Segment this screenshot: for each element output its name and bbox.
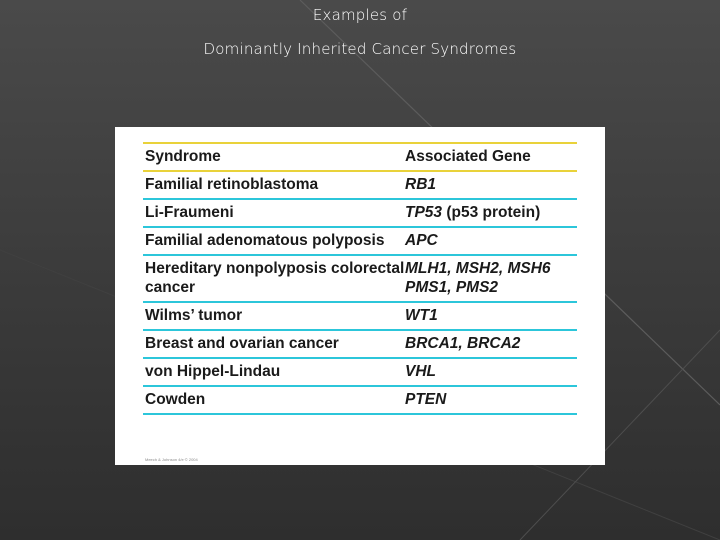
syndrome-cell: Breast and ovarian cancer	[145, 335, 339, 352]
header-associated-gene: Associated Gene	[405, 148, 531, 165]
gene-cell: RB1	[405, 176, 437, 193]
header-syndrome: Syndrome	[145, 148, 221, 165]
gene-cell: BRCA1, BRCA2	[405, 335, 521, 352]
gene-cell: MLH1, MSH2, MSH6 PMS1, PMS2	[405, 260, 551, 296]
syndrome-cell: Li-Fraumeni	[145, 204, 234, 221]
table-panel	[115, 127, 605, 465]
image-credit: Meech & Johnson 4/e © 2004	[145, 457, 198, 462]
gene-cell	[405, 200, 577, 226]
syndrome-cell: Wilms’ tumor	[145, 307, 243, 324]
syndrome-cell: Familial adenomatous polyposis	[145, 232, 385, 249]
table-header-row	[143, 142, 577, 172]
table-row	[143, 331, 577, 359]
syndrome-cell: Familial retinoblastoma	[145, 176, 319, 193]
slide-title-line-1: Examples of	[312, 6, 408, 24]
gene-cell: WT1	[405, 307, 438, 324]
syndrome-cell: Hereditary nonpolyposis colorectal cancer	[145, 260, 405, 296]
gene-cell: PTEN	[405, 391, 447, 408]
table-row	[143, 387, 577, 415]
gene-cell: APC	[405, 232, 438, 249]
table-row	[143, 172, 577, 200]
syndrome-cell: von Hippel-Lindau	[145, 363, 281, 380]
table-row	[143, 228, 577, 256]
syndrome-table	[143, 142, 577, 415]
gene-symbol: TP53	[405, 204, 443, 221]
table-row	[143, 200, 577, 228]
table-row	[143, 359, 577, 387]
gene-note: (p53 protein)	[442, 204, 541, 221]
slide-title-line-2: Dominantly Inherited Cancer Syndromes	[203, 40, 517, 58]
gene-cell: VHL	[405, 363, 436, 380]
syndrome-cell: Cowden	[145, 391, 206, 408]
table-row	[143, 256, 577, 303]
table-row	[143, 303, 577, 331]
